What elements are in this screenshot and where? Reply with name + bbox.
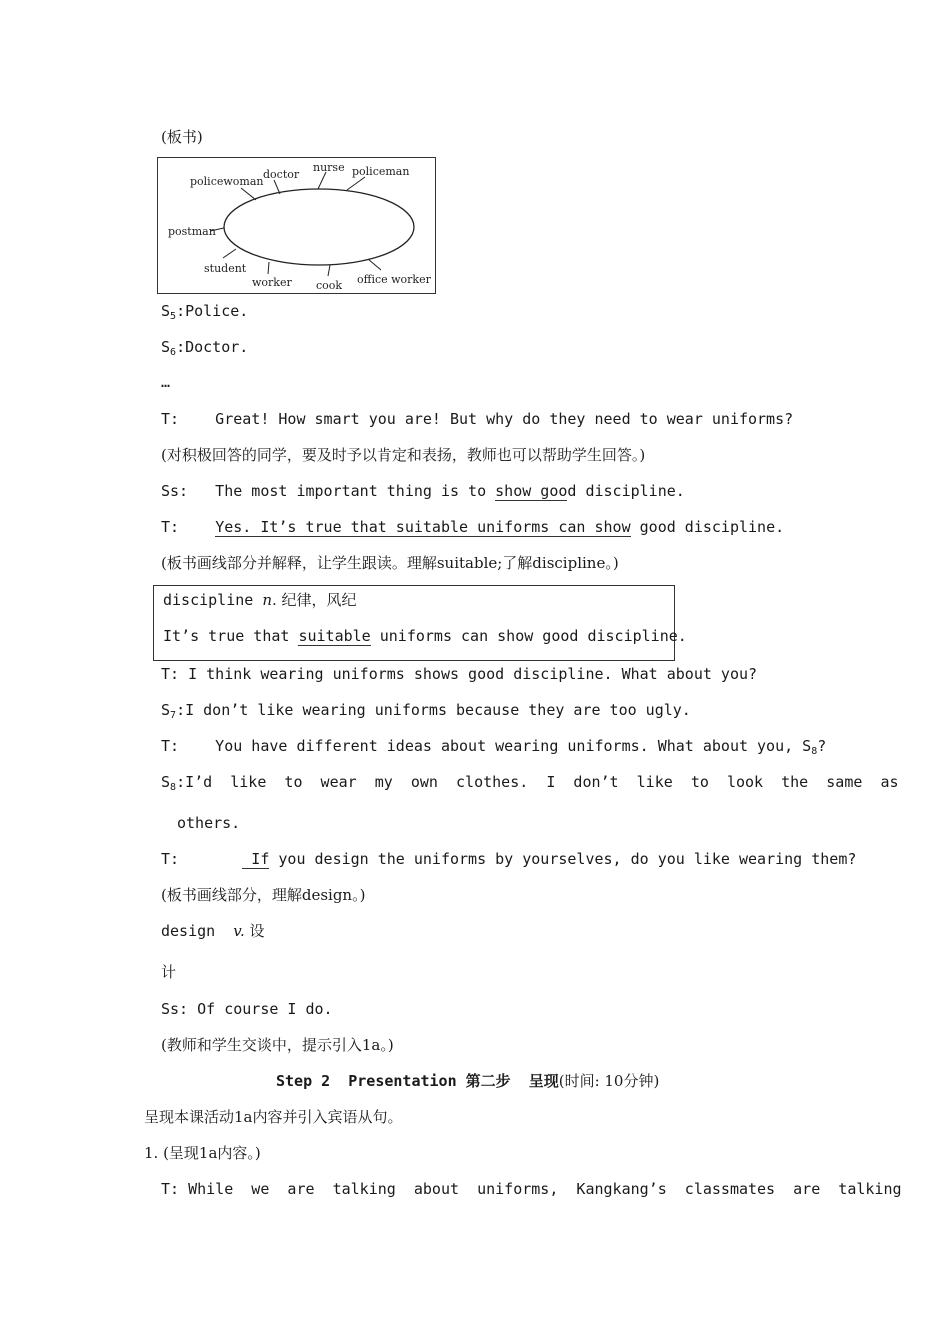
connector-nurse bbox=[318, 172, 326, 189]
item-1: 1. (呈现1a内容。) bbox=[144, 1144, 261, 1162]
connector-policeman bbox=[347, 177, 365, 190]
note-2: (板书画线部分并解释，让学生跟读。理解suitable;了解discipline。) bbox=[161, 554, 619, 572]
line-ss1: Ss: The most important thing is to show good discipline. bbox=[161, 482, 685, 500]
connector-office-worker bbox=[368, 259, 381, 270]
line-t3: T: I think wearing uniforms shows good discipline. What about you? bbox=[161, 665, 758, 683]
word-map-svg bbox=[158, 158, 435, 293]
label-postman: postman bbox=[168, 225, 216, 238]
box-sentence-line: It’s true that suitable uniforms can show good discipline. bbox=[163, 627, 687, 645]
connector-worker bbox=[268, 262, 269, 274]
word-map-diagram bbox=[157, 157, 436, 294]
connector-student bbox=[223, 249, 236, 258]
connector-doctor bbox=[274, 180, 280, 194]
line-t1: T: Great! How smart you are! But why do they need to wear uniforms? bbox=[161, 410, 794, 428]
label-office-worker: office worker bbox=[357, 273, 431, 286]
line-t2: T: Yes. It’s true that suitable uniforms can show good discipline. bbox=[161, 518, 785, 536]
label-policeman: policeman bbox=[352, 165, 410, 178]
line-s5: $S_5:Police$. bbox=[161, 302, 249, 322]
board-label: (板书) bbox=[161, 128, 203, 146]
step-intro: 呈现本课活动1a内容并引入宾语从句。 bbox=[144, 1108, 403, 1126]
label-policewoman: policewoman bbox=[190, 175, 264, 188]
design-line-cont: 计 bbox=[161, 963, 177, 981]
line-s8: $S_8:I’d$ like to wear my own clothes. I don’t like to look the same as bbox=[161, 773, 899, 793]
connector-cook bbox=[328, 265, 330, 276]
label-student: student bbox=[204, 262, 247, 275]
note-3: (板书画线部分，理解design。) bbox=[161, 886, 366, 904]
line-ss2: Ss: Of course I do. bbox=[161, 1000, 333, 1018]
line-t6: T: While we are talking about uniforms, Kangkang’s classmates are talking bbox=[161, 1180, 902, 1198]
line-t5: T: If you design the uniforms by yourselves, do you like wearing them? bbox=[161, 850, 857, 868]
connector-policewoman bbox=[241, 188, 256, 200]
note-4: (教师和学生交谈中，提示引入1a。) bbox=[161, 1036, 394, 1054]
label-doctor: doctor bbox=[263, 168, 300, 181]
label-cook: cook bbox=[316, 279, 343, 292]
design-line: design v. 设 bbox=[161, 922, 265, 940]
box-word-line: discipline n. 纪律，风纪 bbox=[163, 591, 357, 609]
center-ellipse bbox=[224, 189, 414, 265]
line-s6: $S_6:Doctor$. bbox=[161, 338, 249, 358]
line-s8-cont: others. bbox=[177, 814, 241, 832]
line-t4: T: You have different ideas about wearing uniforms. What about you, $S_8$? bbox=[161, 737, 827, 757]
line-s7: $S_7:I$ don’t like wearing uniforms because they are too ugly. bbox=[161, 701, 691, 721]
note-1: (对积极回答的同学，要及时予以肯定和表扬，教师也可以帮助学生回答。) bbox=[161, 446, 646, 464]
label-worker: worker bbox=[252, 276, 292, 289]
label-nurse: nurse bbox=[313, 161, 345, 174]
ellipsis: … bbox=[161, 373, 171, 391]
step-title: Step 2 Presentation 第二步 呈现(时间: 10分钟) bbox=[276, 1072, 660, 1090]
